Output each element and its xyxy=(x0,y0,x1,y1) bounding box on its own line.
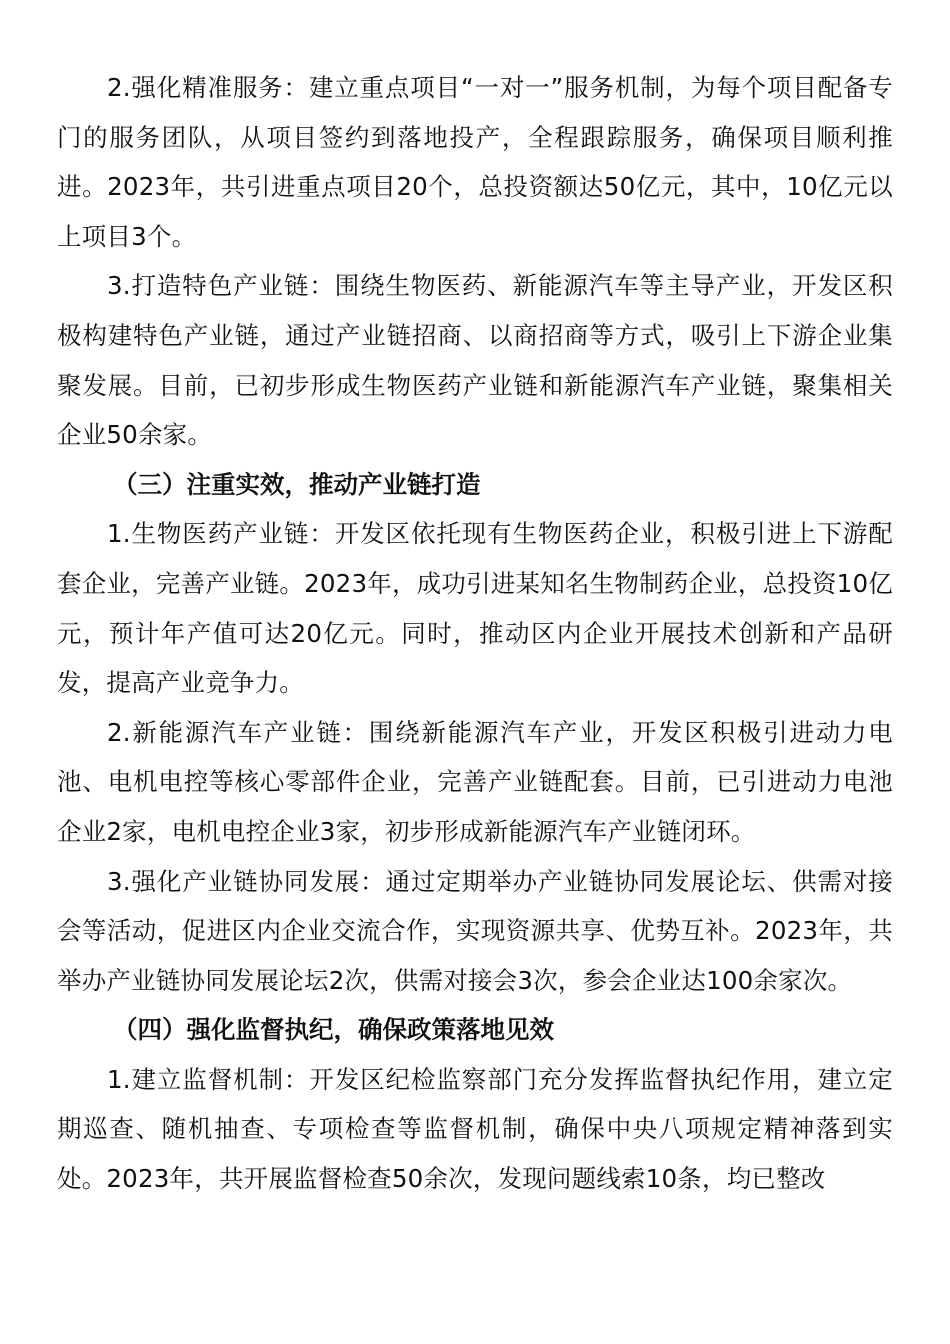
paragraph-industry-chain-building: 3.打造特色产业链：围绕生物医药、新能源汽车等主导产业，开发区积极构建特色产业链，通过产业链招商、以商招商等方式，吸引上下游企业集聚发展。目前，已初步形成生物医药产业链和新能源汽车产业链，聚集相关企业50余家。 xyxy=(57,271,893,450)
paragraph-chain-collaboration: 3.强化产业链协同发展：通过定期举办产业链协同发展论坛、供需对接会等活动，促进区内企业交流合作，实现资源共享、优势互补。2023年，共举办产业链协同发展论坛2次，供需对接会3次，参会企业达100余家次。 xyxy=(57,866,893,995)
paragraph-new-energy-vehicle-chain: 2.新能源汽车产业链：围绕新能源汽车产业，开发区积极引进动力电池、电机电控等核心零部件企业，完善产业链配套。目前，已引进动力电池企业2家，电机电控企业3家，初步形成新能源汽车产业链闭环。 xyxy=(57,717,893,846)
paragraph-biomedicine-chain: 1.生物医药产业链：开发区依托现有生物医药企业，积极引进上下游配套企业，完善产业链。2023年，成功引进某知名生物制药企业，总投资10亿元，预计年产值可达20亿元。同时，推动区内企业开展技术创新和产品研发，提高产业竞争力。 xyxy=(57,519,893,698)
paragraph-precise-service: 2.强化精准服务：建立重点项目“一对一”服务机制，为每个项目配备专门的服务团队，从项目签约到落地投产，全程跟踪服务，确保项目顺利推进。2023年，共引进重点项目20个，总投资额达50亿元，其中，10亿元以上项目3个。 xyxy=(57,73,893,251)
document-page xyxy=(57,63,893,1204)
section-heading-3: （三）注重实效，推动产业链打造 xyxy=(113,469,481,499)
section-heading-4: （四）强化监督执纪，确保政策落地见效 xyxy=(113,1015,554,1045)
paragraph-supervision-mechanism: 1.建立监督机制：开发区纪检监察部门充分发挥监督执纪作用，建立定期巡查、随机抽查、专项检查等监督机制，确保中央八项规定精神落到实处。2023年，共开展监督检查50余次，发现问题线索10条，均已整改 xyxy=(57,1064,893,1194)
